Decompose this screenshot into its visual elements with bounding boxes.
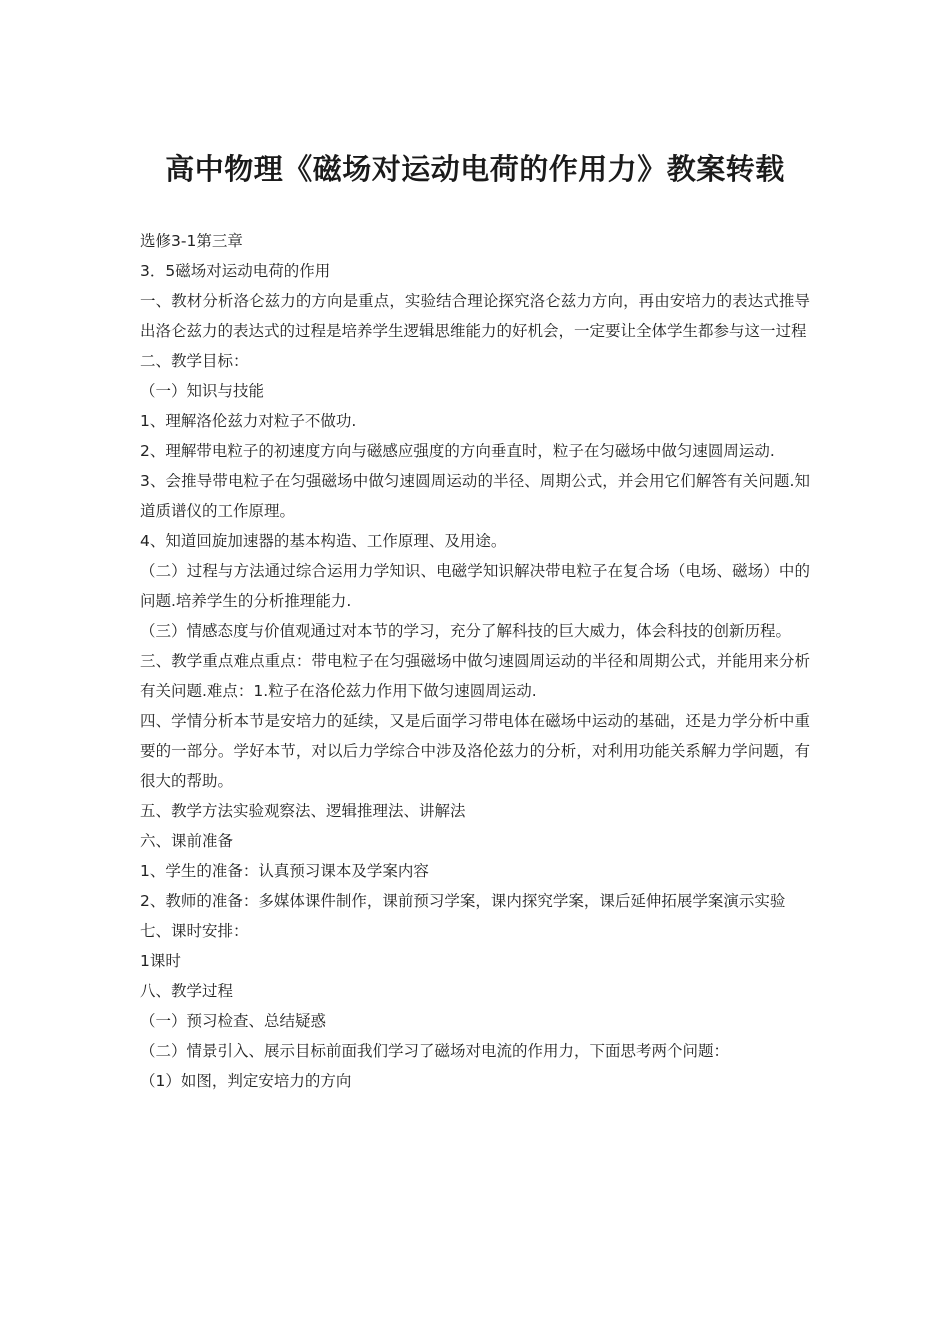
paragraph-goal-2: 2、理解带电粒子的初速度方向与磁感应强度的方向垂直时，粒子在匀磁场中做匀速圆周运动. <box>140 442 775 460</box>
paragraph-question-1: （1）如图，判定安培力的方向 <box>140 1072 352 1090</box>
heading-preparation: 六、课前准备 <box>140 832 234 850</box>
paragraph-material-analysis: 一、教材分析洛仑兹力的方向是重点，实验结合理论探究洛仑兹力方向，再由安培力的表达式推导出洛仑兹力的表达式的过程是培养学生逻辑思维能力的好机会，一定要让全体学生都参与这一过程 <box>140 292 810 340</box>
paragraph-section-title: 3．5磁场对运动电荷的作用 <box>140 262 331 280</box>
paragraph-key-difficult-points: 三、教学重点难点重点：带电粒子在匀强磁场中做匀速圆周运动的半径和周期公式，并能用来分析有关问题.难点：1.粒子在洛伦兹力作用下做匀速圆周运动. <box>140 652 810 700</box>
paragraph-emotion-values: （三）情感态度与价值观通过对本节的学习，充分了解科技的巨大威力，体会科技的创新历程。 <box>140 622 792 640</box>
document-body <box>140 226 810 1096</box>
document-title: 高中物理《磁场对运动电荷的作用力》教案转载 <box>165 152 785 187</box>
heading-teaching-goals: 二、教学目标： <box>140 352 249 370</box>
heading-knowledge-skills: （一）知识与技能 <box>140 382 265 400</box>
paragraph-teaching-methods: 五、教学方法实验观察法、逻辑推理法、讲解法 <box>140 802 466 820</box>
paragraph-goal-4: 4、知道回旋加速器的基本构造、工作原理、及用途。 <box>140 532 507 550</box>
paragraph-goal-1: 1、理解洛伦兹力对粒子不做功. <box>140 412 357 430</box>
paragraph-teacher-preparation: 2、教师的准备：多媒体课件制作，课前预习学案，课内探究学案，课后延伸拓展学案演示实验 <box>140 892 786 910</box>
paragraph-student-preparation: 1、学生的准备：认真预习课本及学案内容 <box>140 862 429 880</box>
paragraph-scenario-introduction: （二）情景引入、展示目标前面我们学习了磁场对电流的作用力，下面思考两个问题： <box>140 1042 730 1060</box>
paragraph-goal-3: 3、会推导带电粒子在匀强磁场中做匀速圆周运动的半径、周期公式，并会用它们解答有关问题.知道质谱仪的工作原理。 <box>140 472 810 520</box>
paragraph-process-methods: （二）过程与方法通过综合运用力学知识、电磁学知识解决带电粒子在复合场（电场、磁场）中的问题.培养学生的分析推理能力. <box>140 562 810 610</box>
heading-class-hours: 七、课时安排： <box>140 922 249 940</box>
paragraph-preview-check: （一）预习检查、总结疑惑 <box>140 1012 327 1030</box>
paragraph-student-analysis: 四、学情分析本节是安培力的延续，又是后面学习带电体在磁场中运动的基础，还是力学分析中重要的一部分。学好本节，对以后力学综合中涉及洛伦兹力的分析，对利用功能关系解力学问题，有很大的帮助。 <box>140 712 810 790</box>
paragraph-course-chapter: 选修3-1第三章 <box>140 232 243 250</box>
paragraph-one-class-hour: 1课时 <box>140 952 181 970</box>
heading-teaching-process: 八、教学过程 <box>140 982 234 1000</box>
